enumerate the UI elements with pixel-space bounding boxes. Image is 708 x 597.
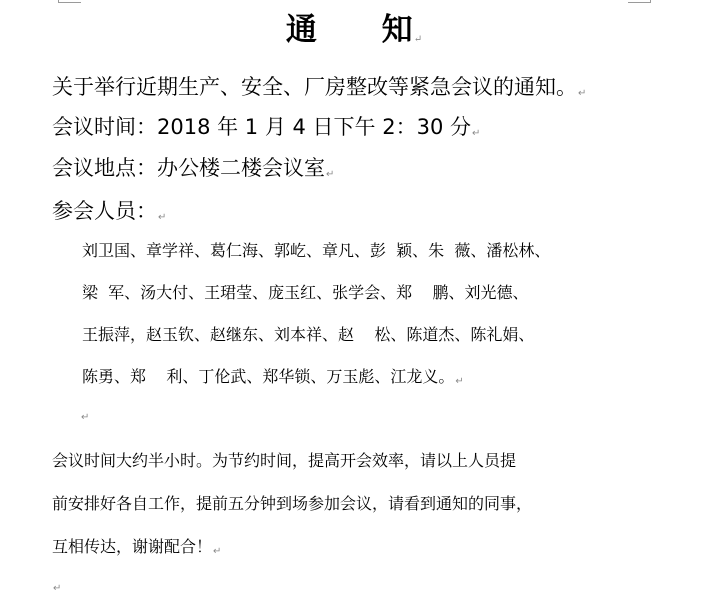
body-line: 会议时间大约半小时。为节约时间，提高开会效率，请以上人员提 bbox=[52, 451, 517, 470]
notice-body bbox=[52, 444, 672, 573]
paragraph-mark-icon: ↵ bbox=[81, 412, 90, 423]
meeting-place-label: 会议地点： bbox=[52, 156, 157, 180]
crop-mark-top-right bbox=[628, 0, 651, 3]
crop-mark-top-left bbox=[58, 0, 81, 3]
attendee-row-text: 陈勇、郑 利、丁伦武、郑华锁、万玉彪、江龙义。 bbox=[82, 367, 455, 386]
body-line-text: 互相传达，谢谢配合！ bbox=[52, 537, 213, 556]
attendees-heading bbox=[52, 196, 166, 233]
paragraph-mark-icon: ↵ bbox=[158, 212, 167, 223]
attendee-row bbox=[82, 360, 692, 402]
meeting-place-value: 办公楼二楼会议室 bbox=[157, 156, 325, 180]
notice-title bbox=[0, 8, 708, 62]
paragraph-mark-icon: ↵ bbox=[578, 88, 587, 99]
meeting-time bbox=[52, 112, 480, 149]
attendees-label: 参会人员： bbox=[52, 199, 157, 223]
paragraph-mark-icon: ↵ bbox=[326, 169, 335, 180]
meeting-time-label: 会议时间： bbox=[52, 115, 157, 139]
meeting-time-value: 2018 年 1 月 4 日下午 2：30 分 bbox=[157, 115, 471, 139]
attendee-row: 刘卫国、章学祥、葛仁海、郭屹、章凡、彭 颖、朱 薇、潘松林、 bbox=[82, 241, 551, 260]
body-line bbox=[52, 530, 672, 573]
notice-subject-text: 关于举行近期生产、安全、厂房整改等紧急会议的通知。 bbox=[52, 75, 577, 99]
attendee-list bbox=[82, 234, 692, 402]
notice-subject bbox=[52, 72, 586, 109]
body-line: 前安排好各自工作，提前五分钟到场参加会议，请看到通知的同事， bbox=[52, 494, 533, 513]
paragraph-mark-icon: ↵ bbox=[413, 34, 423, 45]
attendee-row: 王振萍，赵玉钦、赵继东、刘本祥、赵 松、陈道杰、陈礼娟、 bbox=[82, 325, 535, 344]
paragraph-mark-icon: ↵ bbox=[213, 546, 222, 557]
paragraph-mark-icon: ↵ bbox=[53, 583, 62, 594]
meeting-place bbox=[52, 153, 334, 190]
paragraph-mark-icon: ↵ bbox=[455, 376, 464, 387]
attendee-row: 梁 军、汤大付、王珺莹、庞玉红、张学会、郑 鹏、刘光德、 bbox=[82, 283, 529, 302]
paragraph-mark-icon: ↵ bbox=[471, 128, 481, 139]
notice-title-text: 通 知 bbox=[285, 12, 413, 48]
